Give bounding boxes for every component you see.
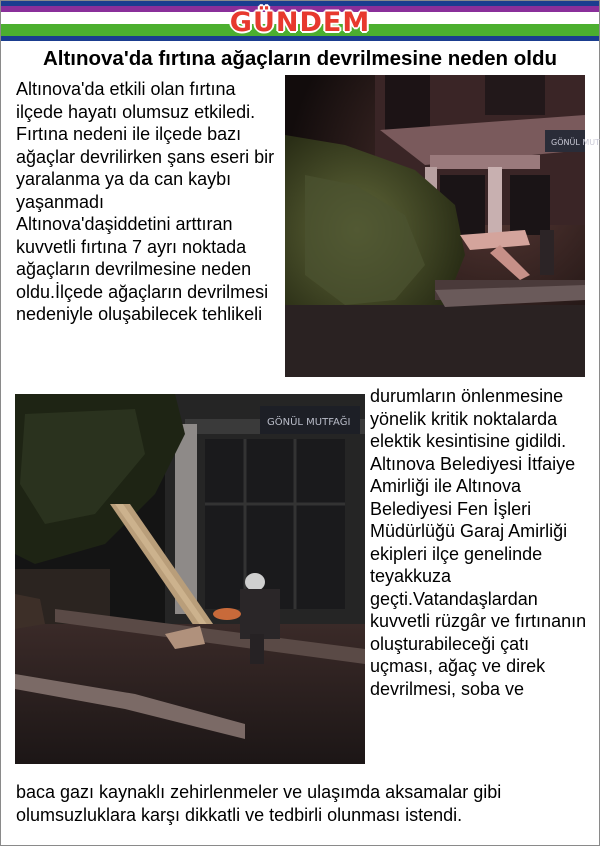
photo-fallen-tree-night: [285, 75, 600, 377]
article-footer-lines: [16, 781, 596, 826]
paragraph-2: Altınova'daşiddetini arttıran kuvvetli fırtına 7 ayrı noktada ağaçların devrilmesine neden oldu.İlçede ağaçların devrilmesi nedeniyle oluşabilecek tehlikeli: [16, 214, 269, 324]
shop-sign-text-1: GÖNÜL MUT: [551, 138, 600, 147]
shop-sign-text-2: GÖNÜL MUTFAĞI: [267, 417, 351, 428]
article-column-top: [16, 78, 284, 326]
section-title: GÜNDEM: [229, 7, 371, 38]
article-line-4b: olumsuzluklara karşı dikkatli ve tedbirli olunması istendi.: [16, 804, 463, 825]
article-line-4a: baca gazı kaynaklı zehirlenmeler ve ulaşımda aksamalar gibi: [16, 782, 502, 802]
article-headline: Altınova'da fırtına ağaçların devrilmesine neden oldu: [42, 47, 558, 70]
article-column-right: durumların önlenmesine yönelik kritik noktalarda elektik kesintisine gidildi. Altınova Belediyesi İtfaiye Amirliği ile Altınova Belediyesi Fen İşleri Müdürlüğü Garaj Amirliği ekipleri ilçe genelinde teyakkuza geçti.Vatandaşlardan kuvvetli rüzgâr ve fırtınanın oluşturabileceği çatı uçması, ağaç ve direk devrilmesi, soba ve: [370, 386, 587, 699]
paragraph-1: Altınova'da etkili olan fırtına ilçede hayatı olumsuz etkiledi. Fırtına nedeni ile ilçede bazı ağaçlar devrilirken şans eseri bir yaralanma ya da can kaybı yaşanmadı: [16, 79, 275, 212]
photo-worker-cutting-tree: [15, 394, 365, 764]
